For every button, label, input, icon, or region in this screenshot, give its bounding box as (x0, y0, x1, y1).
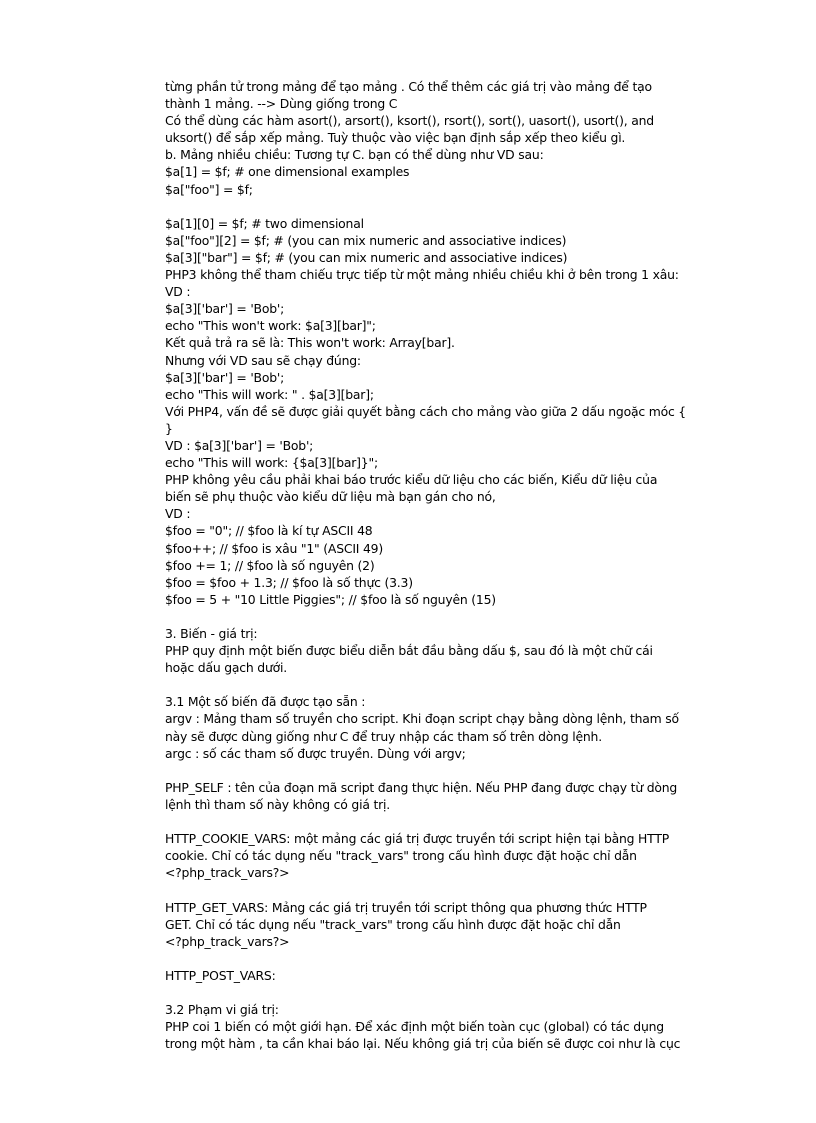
text-line: argc : số các tham số được truyền. Dùng với argv; (165, 745, 466, 761)
text-line: <?php_track_vars?> (165, 933, 290, 949)
blank-line (165, 950, 725, 967)
text-line: PHP3 không thể tham chiếu trực tiếp từ một mảng nhiều chiều khi ở bên trong 1 xâu: (165, 267, 679, 283)
blank-line (165, 984, 725, 1001)
blank-line (165, 198, 725, 215)
text-line: PHP không yêu cầu phải khai báo trước kiểu dữ liệu cho các biến, Kiểu dữ liệu của (165, 472, 658, 488)
blank-line (165, 608, 725, 625)
text-line: $a[3]["bar"] = $f; # (you can mix numeric and associative indices) (165, 249, 568, 265)
text-line: hoặc dấu gạch dưới. (165, 660, 287, 676)
text-line: $foo += 1; // $foo là số nguyên (2) (165, 557, 375, 573)
text-line: PHP quy định một biến được biểu diễn bắt đầu bằng dấu $, sau đó là một chữ cái (165, 643, 653, 659)
text-line: echo "This won't work: $a[3][bar]"; (165, 318, 376, 334)
text-line: HTTP_GET_VARS: Mảng các giá trị truyền tới script thông qua phương thức HTTP (165, 899, 647, 915)
text-line: $foo = $foo + 1.3; // $foo là số thực (3.3) (165, 574, 413, 590)
text-line: $a["foo"] = $f; (165, 181, 253, 197)
text-line: Với PHP4, vấn đề sẽ được giải quyết bằng cách cho mảng vào giữa 2 dấu ngoặc móc { (165, 403, 686, 419)
text-line: PHP_SELF : tên của đoạn mã script đang thực hiện. Nếu PHP đang được chạy từ dòng (165, 779, 678, 795)
text-line: b. Mảng nhiều chiều: Tương tự C. bạn có thể dùng như VD sau: (165, 147, 544, 163)
document-page (165, 78, 725, 1052)
text-line: $foo = 5 + "10 Little Piggies"; // $foo là số nguyên (15) (165, 591, 496, 607)
text-line: trong một hàm , ta cần khai báo lại. Nếu không giá trị của biến sẽ được coi như là cục (165, 1036, 681, 1052)
text-line: VD : $a[3]['bar'] = 'Bob'; (165, 437, 314, 453)
blank-line (165, 813, 725, 830)
text-line: cookie. Chỉ có tác dụng nếu "track_vars" trong cấu hình được đặt hoặc chỉ dẫn (165, 848, 637, 864)
text-line: $a[1] = $f; # one dimensional examples (165, 164, 410, 180)
text-line: 3.1 Một số biến đã được tạo sẵn : (165, 694, 366, 710)
text-line: Có thể dùng các hàm asort(), arsort(), ksort(), rsort(), sort(), uasort(), usort(), and (165, 113, 654, 129)
text-line: <?php_track_vars?> (165, 865, 290, 881)
blank-line (165, 881, 725, 898)
text-line: này sẽ được dùng giống như C để truy nhập các tham số trên dòng lệnh. (165, 728, 602, 744)
blank-line (165, 676, 725, 693)
text-line: HTTP_POST_VARS: (165, 967, 276, 983)
text-line: $a[1][0] = $f; # two dimensional (165, 215, 364, 231)
text-line: 3.2 Phạm vi giá trị: (165, 1002, 279, 1018)
text-line: 3. Biến - giá trị: (165, 626, 258, 641)
text-line: echo "This will work: {$a[3][bar]}"; (165, 455, 378, 471)
text-line: GET. Chỉ có tác dụng nếu "track_vars" trong cấu hình được đặt hoặc chỉ dẫn (165, 916, 621, 932)
text-line: lệnh thì tham số này không có giá trị. (165, 796, 390, 812)
text-line: Kết quả trả ra sẽ là: This won't work: Array[bar]. (165, 335, 455, 351)
text-line: echo "This will work: " . $a[3][bar]; (165, 386, 374, 402)
text-line: uksort() để sắp xếp mảng. Tuỳ thuộc vào việc bạn định sắp xếp theo kiểu gì. (165, 130, 626, 146)
text-line: $foo = "0"; // $foo là kí tự ASCII 48 (165, 523, 373, 539)
text-line: $a["foo"][2] = $f; # (you can mix numeric and associative indices) (165, 232, 567, 248)
text-line: } (165, 420, 173, 436)
text-line: biến sẽ phụ thuộc vào kiểu dữ liệu mà bạn gán cho nó, (165, 489, 496, 505)
text-line: HTTP_COOKIE_VARS: một mảng các giá trị được truyền tới script hiện tại bằng HTTP (165, 831, 669, 847)
blank-line (165, 762, 725, 779)
text-line: $a[3]['bar'] = 'Bob'; (165, 369, 285, 385)
text-line: Nhưng với VD sau sẽ chạy đúng: (165, 352, 361, 368)
text-line: thành 1 mảng. --> Dùng giống trong C (165, 96, 398, 112)
text-line: PHP coi 1 biến có một giới hạn. Để xác định một biến toàn cục (global) có tác dụng (165, 1019, 664, 1035)
text-line: VD : (165, 284, 191, 300)
text-line: $foo++; // $foo is xâu "1" (ASCII 49) (165, 540, 383, 556)
text-line: từng phần tử trong mảng để tạo mảng . Có thể thêm các giá trị vào mảng để tạo (165, 79, 652, 94)
text-line: $a[3]['bar'] = 'Bob'; (165, 301, 285, 317)
text-line: argv : Mảng tham số truyền cho script. Khi đoạn script chạy bằng dòng lệnh, tham số (165, 711, 679, 727)
text-line: VD : (165, 506, 191, 522)
